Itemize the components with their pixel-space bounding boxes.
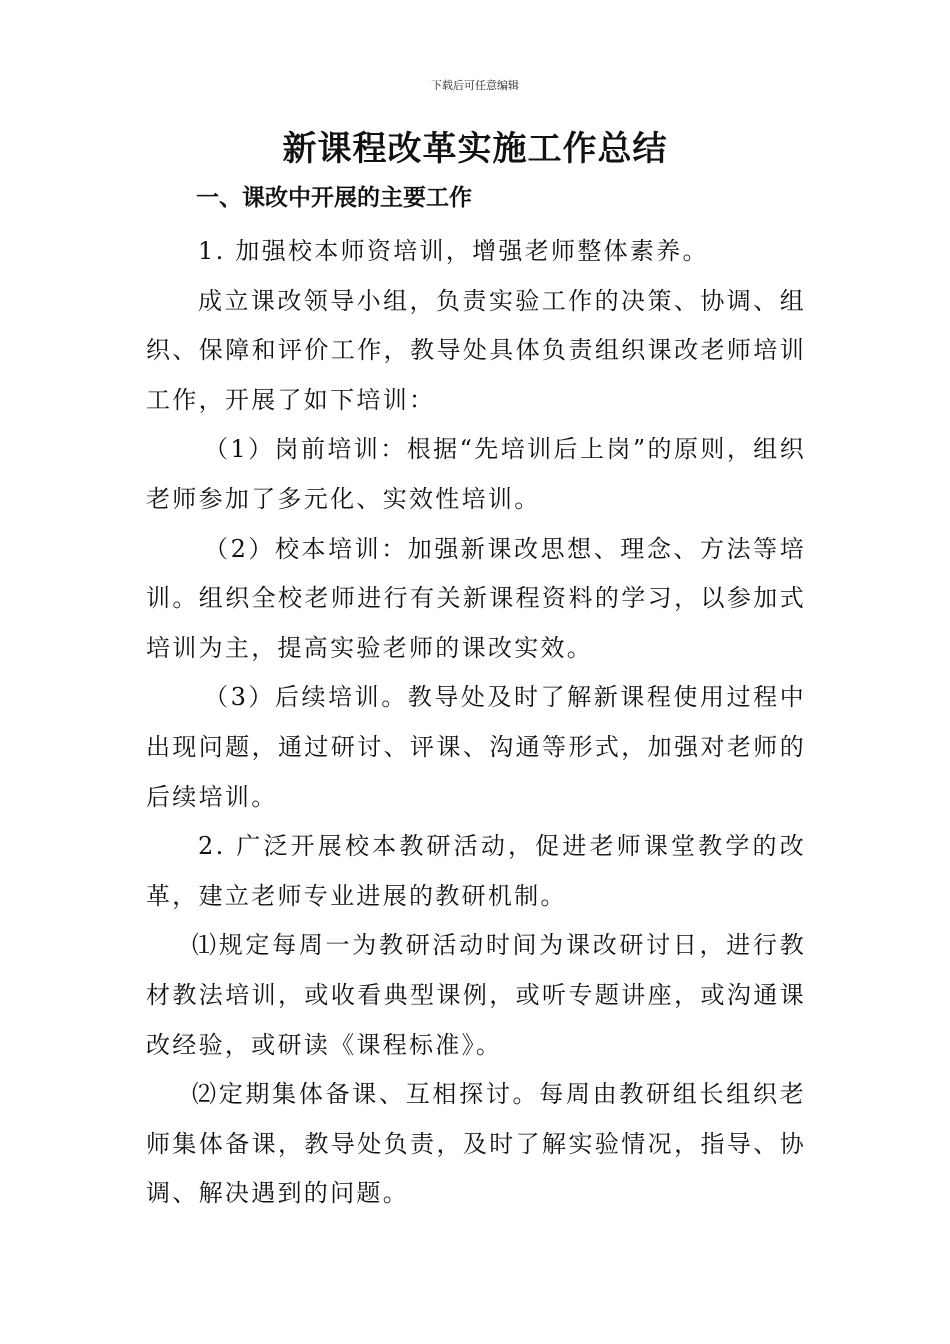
paragraph-research-day: ⑴规定每周一为教研活动时间为课改研讨日，进行教材教法培训，或收看典型课例，或听专题讲座，或沟通课改经验，或研读《课程标准》。 <box>146 931 806 1059</box>
document-title: 新课程改革实施工作总结 <box>282 129 668 169</box>
paragraph-collective-prep: ⑵定期集体备课、互相探讨。每周由教研组长组织老师集体备课，教导处负责，及时了解实验情况，指导、协调、解决遇到的问题。 <box>146 1080 806 1208</box>
paragraph-pre-job-training: （1）岗前培训：根据“先培训后上岗”的原则，组织老师参加了多元化、实效性培训。 <box>146 435 806 513</box>
section-heading: 一、课改中开展的主要工作 <box>196 185 472 211</box>
paragraph-item-2: 2. 广泛开展校本教研活动，促进老师课堂教学的改革，建立老师专业进展的教研机制。 <box>146 832 806 910</box>
paragraph-follow-up-training: （3）后续培训。教导处及时了解新课程使用过程中出现问题，通过研讨、评课、沟通等形式，加强对老师的后续培训。 <box>146 683 806 811</box>
body-text <box>146 227 806 1219</box>
paragraph-training-overview: 成立课改领导小组，负责实验工作的决策、协调、组织、保障和评价工作，教导处具体负责组织课改老师培训工作，开展了如下培训： <box>146 286 806 414</box>
header-note: 下载后可任意编辑 <box>431 79 519 92</box>
paragraph-item-1: 1. 加强校本师资培训，增强老师整体素养。 <box>198 237 709 265</box>
paragraph-school-training: （2）校本培训：加强新课改思想、理念、方法等培训。组织全校老师进行有关新课程资料的学习，以参加式培训为主，提高实验老师的课改实效。 <box>146 534 806 662</box>
